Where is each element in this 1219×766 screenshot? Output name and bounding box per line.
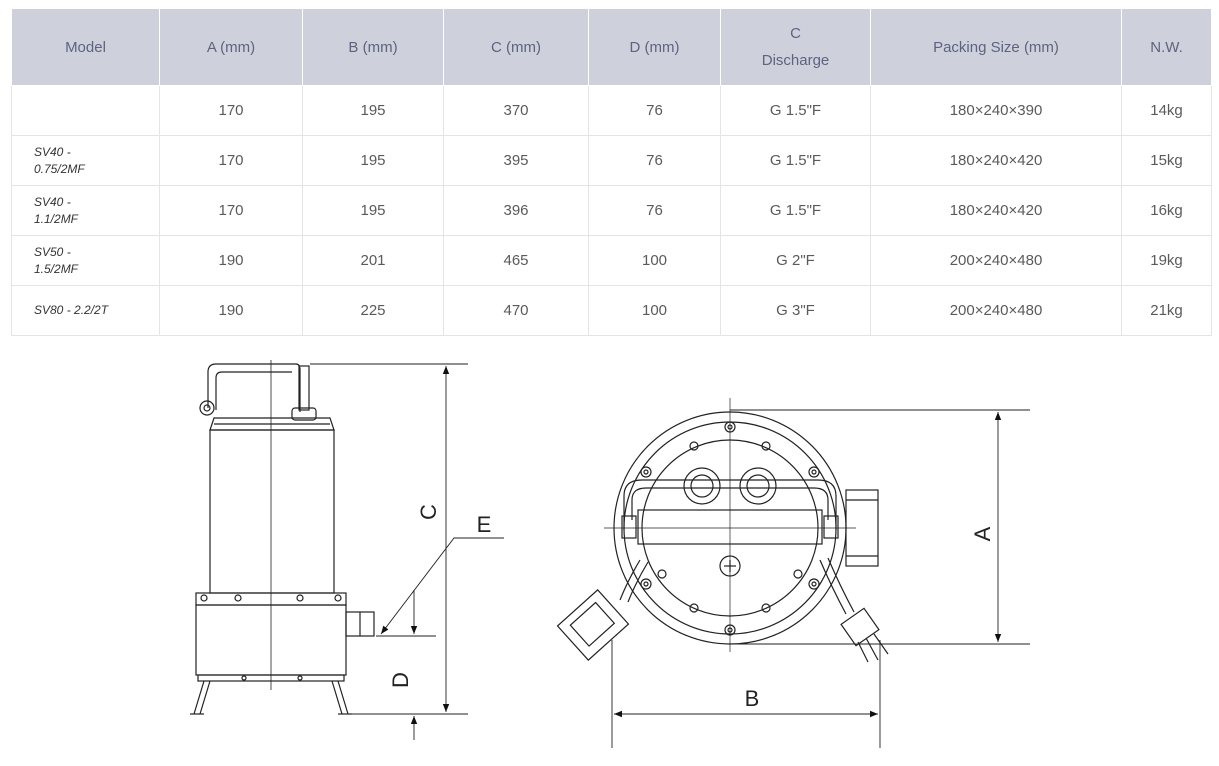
cell-model: SV40 - 0.75/2MF bbox=[12, 136, 160, 186]
cell-a: 190 bbox=[160, 286, 303, 336]
cell-nw: 21kg bbox=[1122, 286, 1212, 336]
cell-c: 396 bbox=[444, 186, 589, 236]
table-row bbox=[12, 86, 1212, 136]
cell-nw: 16kg bbox=[1122, 186, 1212, 236]
label-e: E bbox=[476, 512, 492, 537]
cell-nw: 19kg bbox=[1122, 236, 1212, 286]
cell-model bbox=[12, 86, 160, 136]
header-c: C (mm) bbox=[444, 9, 589, 86]
cell-c: 470 bbox=[444, 286, 589, 336]
label-c: C bbox=[416, 504, 441, 520]
cell-packing: 180×240×420 bbox=[871, 136, 1122, 186]
pump-side-view bbox=[190, 360, 374, 714]
header-d: D (mm) bbox=[589, 9, 721, 86]
cell-a: 170 bbox=[160, 86, 303, 136]
cell-c: 395 bbox=[444, 136, 589, 186]
cell-c: 465 bbox=[444, 236, 589, 286]
cell-b: 201 bbox=[303, 236, 444, 286]
table-row bbox=[12, 236, 1212, 286]
table-row bbox=[12, 286, 1212, 336]
pump-technical-drawing bbox=[0, 336, 1219, 766]
cell-packing: 200×240×480 bbox=[871, 236, 1122, 286]
cell-discharge: G 2"F bbox=[721, 236, 871, 286]
label-a: A bbox=[970, 526, 995, 542]
label-d: D bbox=[388, 672, 413, 688]
cell-packing: 200×240×480 bbox=[871, 286, 1122, 336]
cell-d: 100 bbox=[589, 236, 721, 286]
header-discharge: C Discharge bbox=[721, 9, 871, 86]
spec-table bbox=[11, 8, 1212, 336]
cell-b: 195 bbox=[303, 86, 444, 136]
header-b: B (mm) bbox=[303, 9, 444, 86]
cell-a: 190 bbox=[160, 236, 303, 286]
cell-packing: 180×240×390 bbox=[871, 86, 1122, 136]
cell-discharge: G 1.5"F bbox=[721, 186, 871, 236]
cell-b: 195 bbox=[303, 186, 444, 236]
cell-d: 76 bbox=[589, 136, 721, 186]
cell-discharge: G 1.5"F bbox=[721, 136, 871, 186]
table-header-row bbox=[12, 9, 1212, 86]
label-b: B bbox=[744, 686, 760, 711]
table-row bbox=[12, 136, 1212, 186]
top-view-dimensions bbox=[612, 410, 1030, 748]
cell-d: 76 bbox=[589, 186, 721, 236]
table-row bbox=[12, 186, 1212, 236]
cell-packing: 180×240×420 bbox=[871, 186, 1122, 236]
cell-model: SV40 - 1.1/2MF bbox=[12, 186, 160, 236]
cell-c: 370 bbox=[444, 86, 589, 136]
cell-nw: 15kg bbox=[1122, 136, 1212, 186]
cell-discharge: G 1.5"F bbox=[721, 86, 871, 136]
cell-a: 170 bbox=[160, 136, 303, 186]
header-a: A (mm) bbox=[160, 9, 303, 86]
cell-d: 76 bbox=[589, 86, 721, 136]
cell-b: 225 bbox=[303, 286, 444, 336]
cell-nw: 14kg bbox=[1122, 86, 1212, 136]
cell-a: 170 bbox=[160, 186, 303, 236]
pump-top-view bbox=[558, 398, 888, 662]
header-packing: Packing Size (mm) bbox=[871, 9, 1122, 86]
header-nw: N.W. bbox=[1122, 9, 1212, 86]
cell-discharge: G 3"F bbox=[721, 286, 871, 336]
cell-model: SV50 - 1.5/2MF bbox=[12, 236, 160, 286]
header-model: Model bbox=[12, 9, 160, 86]
cell-b: 195 bbox=[303, 136, 444, 186]
cell-model: SV80 - 2.2/2T bbox=[12, 286, 160, 336]
cell-d: 100 bbox=[589, 286, 721, 336]
